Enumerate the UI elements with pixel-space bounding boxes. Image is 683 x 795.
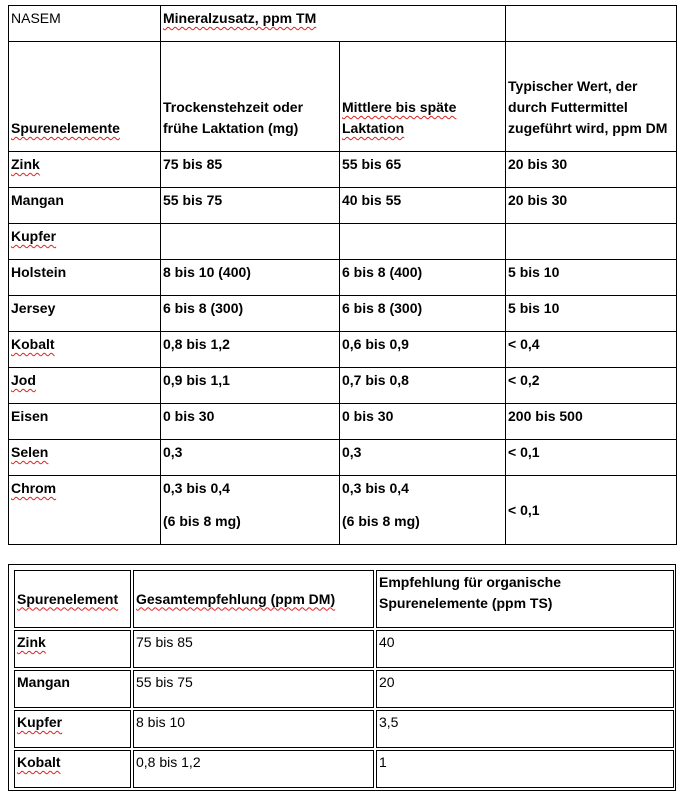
- value-cell: 8 bis 10: [133, 710, 374, 748]
- table-row: [14, 750, 674, 788]
- value-cell: 0,8 bis 1,2: [161, 332, 340, 368]
- element-name: Mangan: [14, 670, 131, 708]
- value-cell: 75 bis 85: [161, 152, 340, 188]
- table-header-row: [14, 570, 674, 628]
- table-row: [9, 440, 677, 476]
- value-cell: 200 bis 500: [506, 404, 677, 440]
- element-name: Kobalt: [14, 750, 131, 788]
- value-cell: 75 bis 85: [133, 630, 374, 668]
- value-cell: 3,5: [376, 710, 674, 748]
- mittlere-laktation-header: Mittlere bis späte Laktation: [340, 42, 506, 152]
- gesamtempfehlung-header: Gesamtempfehlung (ppm DM): [133, 570, 374, 628]
- value-cell: 40 bis 55: [340, 188, 506, 224]
- element-name: Jersey: [9, 296, 161, 332]
- nasem-label: NASEM: [9, 6, 161, 42]
- value-cell: 0,7 bis 0,8: [340, 368, 506, 404]
- nasem-trace-element-table: [8, 5, 677, 545]
- organische-empfehlung-header: Empfehlung für organische Spurenelemente (ppm TS): [376, 570, 674, 628]
- element-name: Jod: [9, 368, 161, 404]
- value-cell: 20: [376, 670, 674, 708]
- value-cell: 8 bis 10 (400): [161, 260, 340, 296]
- trockenstehzeit-header: Trockenstehzeit oder frühe Laktation (mg): [161, 42, 340, 152]
- table-row: [9, 368, 677, 404]
- value-cell: 55 bis 75: [161, 188, 340, 224]
- value-cell: 20 bis 30: [506, 188, 677, 224]
- value-cell: 0,9 bis 1,1: [161, 368, 340, 404]
- value-cell: [161, 224, 340, 260]
- chrom-mid-value: 0,3 bis 0,4 (6 bis 8 mg): [340, 476, 506, 545]
- spurenelement-header: Spurenelement: [14, 570, 131, 628]
- value-cell: 6 bis 8 (300): [161, 296, 340, 332]
- mineralzusatz-header: Mineralzusatz, ppm TM: [161, 6, 506, 42]
- value-cell: 0,3: [340, 440, 506, 476]
- table-row: [9, 152, 677, 188]
- table-row: [9, 296, 677, 332]
- table-row: [14, 710, 674, 748]
- value-cell: 0 bis 30: [340, 404, 506, 440]
- value-cell: 0 bis 30: [161, 404, 340, 440]
- table-row: [9, 404, 677, 440]
- typischer-wert-header: Typischer Wert, der durch Futtermittel zugeführt wird, ppm DM: [506, 42, 677, 152]
- value-cell: 0,3: [161, 440, 340, 476]
- element-name: Selen: [9, 440, 161, 476]
- table-row-chrom: [9, 476, 677, 545]
- element-name: Zink: [14, 630, 131, 668]
- table-row: [9, 188, 677, 224]
- value-cell: 0,8 bis 1,2: [133, 750, 374, 788]
- value-cell: 55 bis 75: [133, 670, 374, 708]
- element-name: Mangan: [9, 188, 161, 224]
- table-row: [9, 224, 677, 260]
- table-header-row: [9, 6, 677, 42]
- chrom-early-value: 0,3 bis 0,4 (6 bis 8 mg): [161, 476, 340, 545]
- value-cell: < 0,4: [506, 332, 677, 368]
- value-cell: 40: [376, 630, 674, 668]
- table-row: [14, 670, 674, 708]
- organic-trace-element-table: [12, 568, 676, 790]
- element-name: Zink: [9, 152, 161, 188]
- value-cell: [506, 224, 677, 260]
- value-cell: [340, 224, 506, 260]
- spurenelemente-header: Spurenelemente: [9, 42, 161, 152]
- value-cell: 6 bis 8 (400): [340, 260, 506, 296]
- value-cell: 5 bis 10: [506, 296, 677, 332]
- value-cell: 0,6 bis 0,9: [340, 332, 506, 368]
- element-name: Holstein: [9, 260, 161, 296]
- organic-trace-element-box: [8, 564, 676, 791]
- value-cell: 6 bis 8 (300): [340, 296, 506, 332]
- value-cell: 5 bis 10: [506, 260, 677, 296]
- value-cell: < 0,1: [506, 440, 677, 476]
- table-row: [9, 260, 677, 296]
- column-header-row: [9, 42, 677, 152]
- chrom-typical-value: < 0,1: [506, 476, 677, 545]
- value-cell: < 0,2: [506, 368, 677, 404]
- value-cell: 1: [376, 750, 674, 788]
- empty-header-cell: [506, 6, 677, 42]
- table-row: [9, 332, 677, 368]
- element-name: Kobalt: [9, 332, 161, 368]
- element-name: Kupfer: [9, 224, 161, 260]
- value-cell: 20 bis 30: [506, 152, 677, 188]
- value-cell: 55 bis 65: [340, 152, 506, 188]
- element-name: Chrom: [9, 476, 161, 545]
- element-name: Kupfer: [14, 710, 131, 748]
- table-row: [14, 630, 674, 668]
- element-name: Eisen: [9, 404, 161, 440]
